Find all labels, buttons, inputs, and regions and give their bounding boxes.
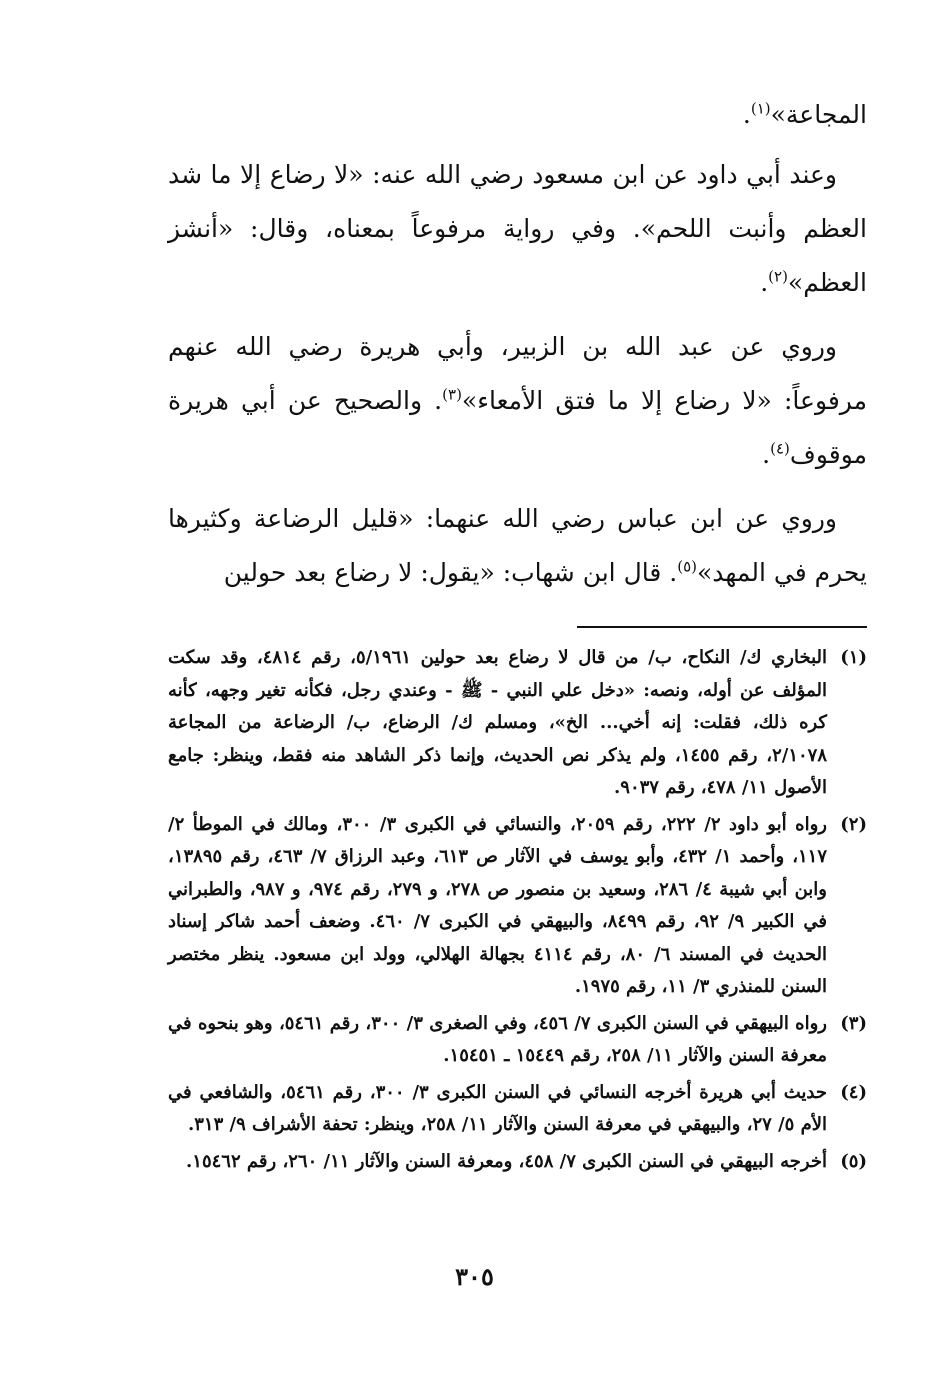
footnote-5 — [168, 1146, 867, 1179]
footnote-text: رواه أبو داود ٢/ ٢٢٢، رقم ٢٠٥٩، والنسائي في الكبرى ٣/ ٣٠٠، ومالك في الموطأ ٢/ ١١٧، وأحمد ١/ ٤٣٢، وأبو يوسف في الآثار ص ٦١٣، وعبد الرزاق ٧/ ٤٦٣، رقم ١٣٨٩٥، وابن أبي شيبة ٤/ ٢٨٦، وسعيد بن منصور ص ٢٧٨، و ٢٧٩، رقم ٩٧٤، و ٩٨٧، والطبراني في الكبير ٩/ ٩٢، رقم ٨٤٩٩، والبيهقي في الكبرى ٧/ ٤٦٠. وضعف أحمد شاكر إسناد الحديث في المسند ٦/ ٨٠، رقم ٤١١٤ بجهالة الهلالي، وولد ابن مسعود. ينظر مختصر السنن للمنذري ٣/ ١١، رقم ١٩٧٥. — [168, 813, 828, 997]
footnote-text: أخرجه البيهقي في السنن الكبرى ٧/ ٤٥٨، ومعرفة السنن والآثار ١١/ ٢٦٠، رقم ١٥٤٦٢. — [186, 1150, 827, 1172]
main-text — [168, 88, 867, 600]
paragraph-text: . قال ابن شهاب: «يقول: لا رضاع بعد حولين — [223, 558, 678, 587]
footnote-ref-3[interactable]: (٣) — [442, 385, 462, 404]
paragraph-text: وروي عن عبد الله بن الزبير، وأبي هريرة رضي الله عنهم مرفوعاً: «لا رضاع إلا ما فتق الأمعاء» — [168, 332, 867, 415]
paragraph-text: وروي عن ابن عباس رضي الله عنهما: «قليل الرضاعة وكثيرها يحرم في المهد» — [168, 504, 867, 587]
footnote-ref-2[interactable]: (٢) — [768, 267, 788, 286]
footnote-text: حديث أبي هريرة أخرجه النسائي في السنن الكبرى ٣/ ٣٠٠، رقم ٥٤٦١، والشافعي في الأم ٥/ ٢٧، والبيهقي في معرفة السنن والآثار ١١/ ٢٥٨، وينظر: تحفة الأشراف ٩/ ٣١٣. — [168, 1081, 827, 1135]
punctuation: . — [762, 440, 771, 469]
footnote-number: (١) — [840, 647, 867, 668]
footnote-4 — [168, 1077, 867, 1142]
paragraph-text: . والصحيح عن أبي هريرة موقوف — [168, 386, 867, 469]
footnotes — [168, 642, 867, 1178]
paragraph-3 — [168, 492, 867, 600]
punctuation: . — [760, 268, 769, 297]
footnote-ref-4[interactable]: (٤) — [770, 439, 790, 458]
page-number: ٣٠٥ — [455, 1262, 494, 1291]
paragraph-text: وعند أبي داود عن ابن مسعود رضي الله عنه: «لا رضاع إلا ما شد العظم وأنبت اللحم». وفي رواية مرفوعاً بمعناه، وقال: «أنشز العظم» — [168, 160, 867, 297]
footnote-divider — [577, 626, 867, 628]
paragraph-1 — [168, 148, 867, 310]
footnote-number: (٣) — [840, 1012, 867, 1034]
paragraph-text: المجاعة» — [770, 100, 867, 129]
punctuation: . — [742, 100, 751, 129]
footnote-1 — [168, 642, 867, 805]
footnote-number: (٢) — [840, 813, 867, 835]
footnote-number: (٥) — [840, 1150, 867, 1172]
footnote-2 — [168, 809, 867, 1004]
footnote-3 — [168, 1008, 867, 1073]
footnote-text: البخاري ك/ النكاح، ب/ من قال لا رضاع بعد حولين ٥/١٩٦١، رقم ٤٨١٤، وقد سكت المؤلف عن أوله، ونصه: «دخل علي النبي - ﷺ - وعندي رجل، فكأنه تغير وجهه، كأنه كره ذلك، فقلت: إنه أخي... الخ»، ومسلم ك/ الرضاع، ب/ الرضاعة من المجاعة ٢/١٠٧٨، رقم ١٤٥٥، ولم يذكر نص الحديث، وإنما ذكر الشاهد منه فقط، وينظر: جامع الأصول ١١/ ٤٧٨، رقم ٩٠٣٧. — [168, 647, 827, 798]
paragraph-0 — [168, 88, 867, 142]
footnote-ref-1[interactable]: (١) — [750, 99, 771, 118]
footnote-text: رواه البيهقي في السنن الكبرى ٧/ ٤٥٦، وفي الصغرى ٣/ ٣٠٠، رقم ٥٤٦١، وهو بنحوه في معرفة السنن والآثار ١١/ ٢٥٨، رقم ١٥٤٤٩ ـ ١٥٤٥١. — [168, 1012, 827, 1066]
paragraph-2 — [168, 320, 867, 482]
footnote-ref-5[interactable]: (٥) — [677, 557, 697, 576]
footnote-number: (٤) — [840, 1081, 867, 1103]
